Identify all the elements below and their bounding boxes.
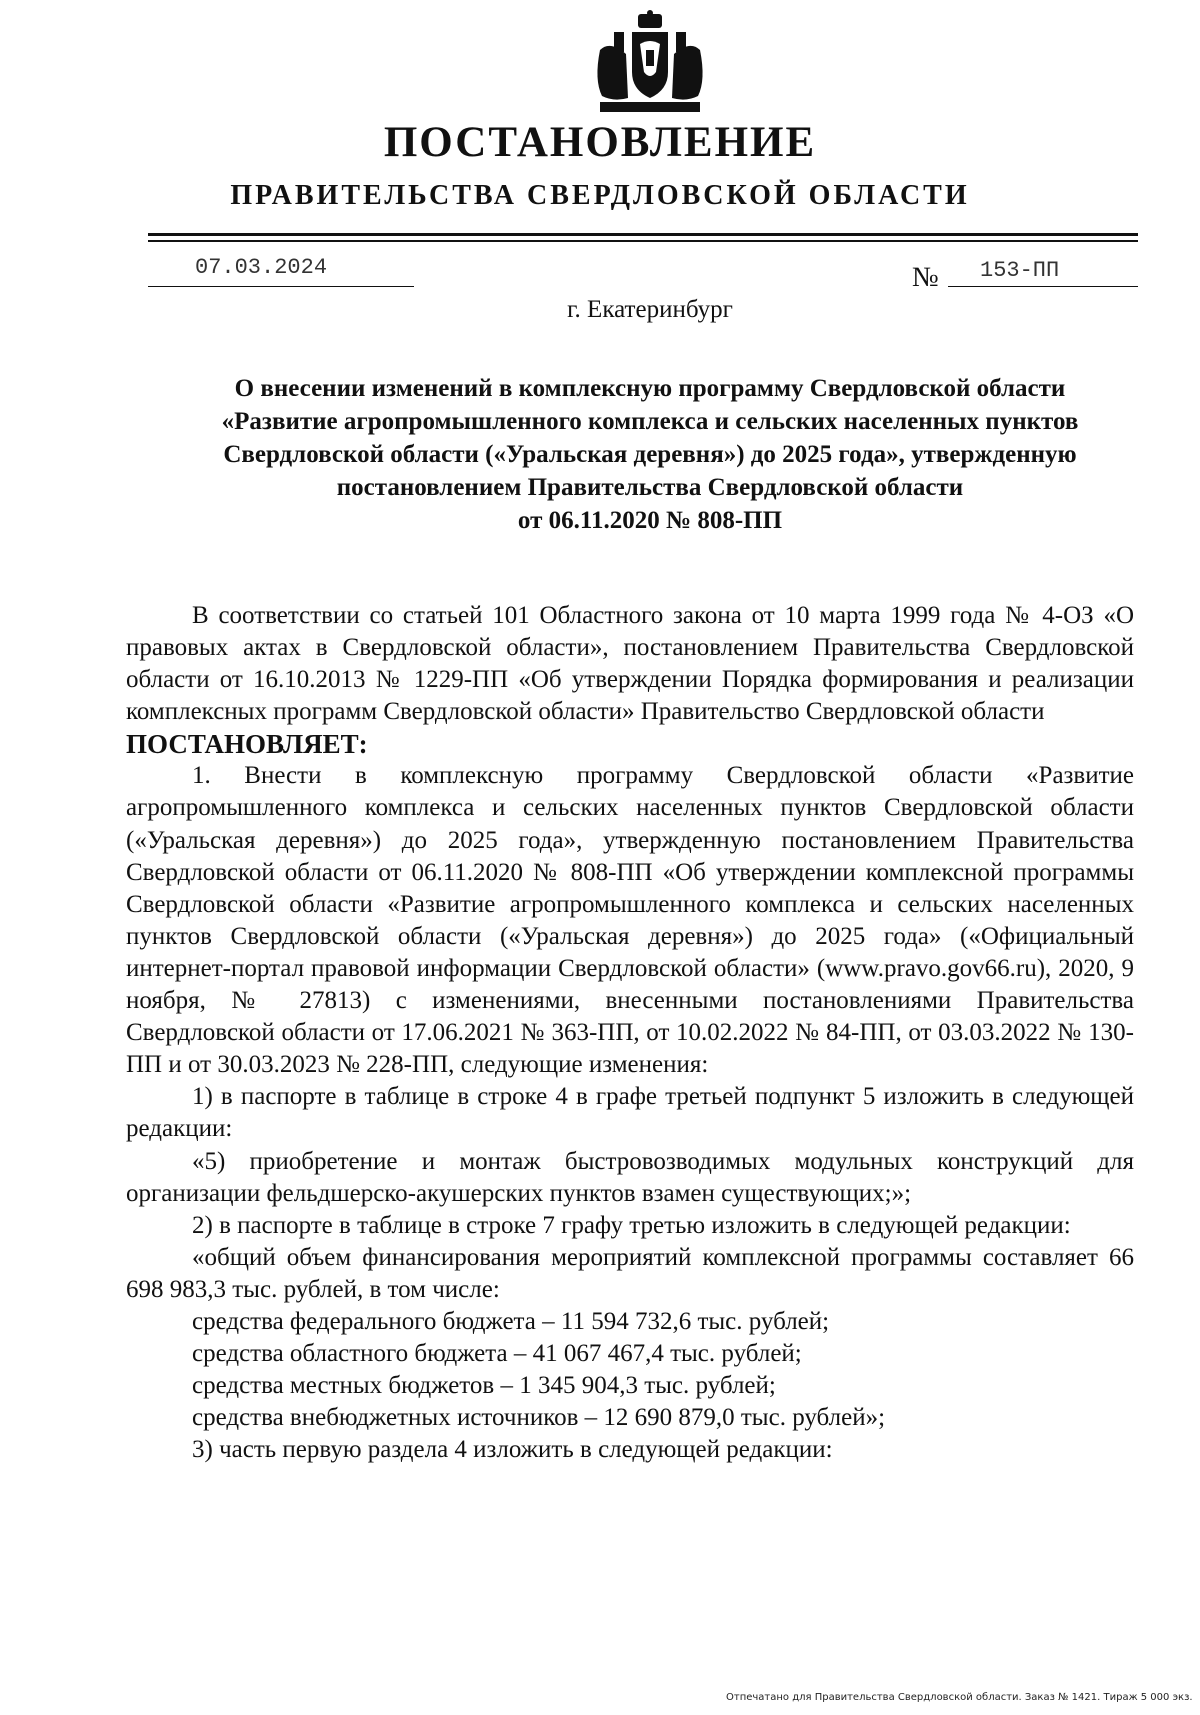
document-date: 07.03.2024 xyxy=(195,255,328,280)
document-city: г. Екатеринбург xyxy=(567,296,733,323)
subitem-2-text: «общий объем финансирования мероприятий комплексной программы составляет 66 698 983,3 тыс. рублей, в том числе: xyxy=(126,1243,1134,1303)
funding-line: средства местных бюджетов – 1 345 904,3 тыс. рублей; xyxy=(192,1372,776,1400)
document-heading xyxy=(120,372,1180,537)
subitem-1-paragraph: 1) в паспорте в таблице в строке 4 в графе третьей подпункт 5 изложить в следующей редакции: xyxy=(126,1083,1134,1143)
print-footer: Отпечатано для Правительства Свердловской области. Заказ № 1421. Тираж 5 000 экз. xyxy=(726,1692,1193,1703)
document-body xyxy=(126,600,1134,1466)
document-number: 153-ПП xyxy=(980,258,1060,283)
subitem-3-paragraph: 3) часть первую раздела 4 изложить в следующей редакции: xyxy=(192,1436,833,1464)
header-divider-thin xyxy=(148,240,1138,242)
number-sign: № xyxy=(912,262,939,293)
decree-word: ПОСТАНОВЛЯЕТ: xyxy=(126,729,368,760)
subitem-2-paragraph: 2) в паспорте в таблице в строке 7 графу третью изложить в следующей редакции: xyxy=(192,1211,1071,1239)
funding-line: средства федерального бюджета – 11 594 732,6 тыс. рублей; xyxy=(192,1307,830,1335)
number-underline xyxy=(948,286,1138,287)
heading-line: постановлением Правительства Свердловской области xyxy=(336,474,964,501)
header-divider xyxy=(148,233,1138,236)
item-1-paragraph: 1. Внести в комплексную программу Свердловской области «Развитие агропромышленного комплекса и сельских населенных пунктов Свердловской области («Уральская деревня») до 2025 года», утвержденную постановлением Правительства Свердловской области от 06.11.2020 № 808-ПП «Об утверждении комплексной программы Свердловской области «Развитие агропромышленного комплекса и сельских населенных пунктов Свердловской области («Уральская деревня») до 2025 года» («Официальный интернет-портал правовой информации Свердловской области» (www.pravo.gov66.ru), 2020, 9 ноября, № 27813) с изменениями, внесенными постановлениями Правительства Свердловской области от 17.06.2021 № 363-ПП, от 10.02.2022 № 84-ПП, от 03.03.2022 № 130-ПП и от 30.03.2023 № 228-ПП, следующие изменения: xyxy=(126,762,1134,1079)
coat-of-arms-icon xyxy=(580,10,720,118)
date-underline xyxy=(148,286,414,287)
heading-line: «Развитие агропромышленного комплекса и сельских населенных пунктов xyxy=(221,408,1079,435)
funding-line: средства областного бюджета – 41 067 467,4 тыс. рублей; xyxy=(192,1340,802,1368)
heading-line: Свердловской области («Уральская деревня») до 2025 года», утвержденную xyxy=(223,441,1077,468)
preamble-paragraph: В соответствии со статьей 101 Областного закона от 10 марта 1999 года № 4-ОЗ «О правовых актах в Свердловской области», постановлением Правительства Свердловской области от 16.10.2013 № 1229-ПП «Об утверждении Порядка формирования и реализации комплексных программ Свердловской области» Правительство Свердловской области xyxy=(126,602,1134,726)
heading-line: О внесении изменений в комплексную программу Свердловской области xyxy=(234,375,1066,402)
subitem-1-text: «5) приобретение и монтаж быстровозводимых модульных конструкций для организации фельдшерско-акушерских пунктов взамен существующих;»; xyxy=(126,1147,1134,1207)
heading-line: от 06.11.2020 № 808-ПП xyxy=(517,507,783,534)
funding-line: средства внебюджетных источников – 12 690 879,0 тыс. рублей»; xyxy=(192,1404,886,1432)
document-title: ПОСТАНОВЛЕНИЕ xyxy=(383,119,817,166)
issuer-title: ПРАВИТЕЛЬСТВА СВЕРДЛОВСКОЙ ОБЛАСТИ xyxy=(230,180,970,211)
